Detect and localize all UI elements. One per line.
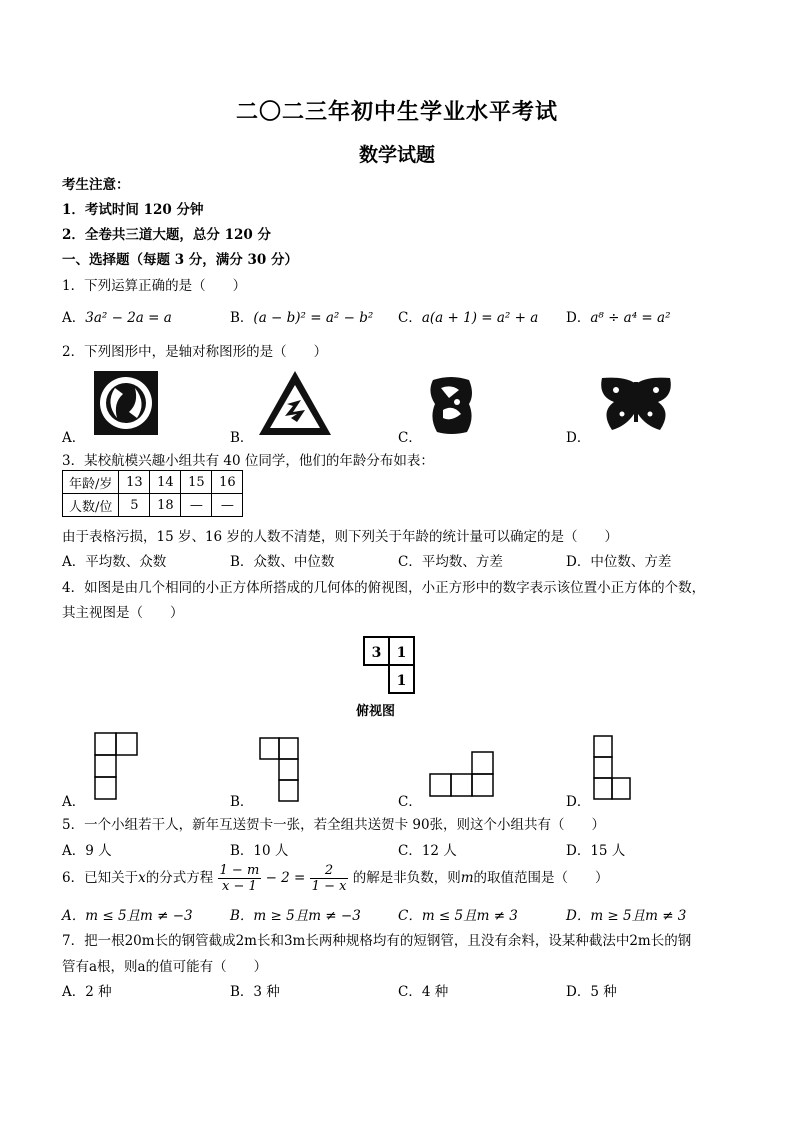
q7-stem-line1: 7．把一根20m长的钢管截成2m长和3m长两种规格均有的短钢管，且没有余料，设某种截法中2m长的钢 [62,933,692,949]
q2-figure-c [425,374,477,436]
exam-subtitle: 数学试题 [358,144,435,166]
table-cell: 年龄/岁 [63,471,119,494]
table-cell: 16 [212,471,243,494]
q6-var-x: x [138,870,146,886]
q4-figure-d [592,734,636,804]
q1-option-a [62,306,172,326]
q5-option-c: C．12 人 [398,843,457,859]
q2-d-spot-left-icon [613,387,619,393]
table-cell: 5 [119,494,150,517]
q2-stem: 2．下列图形中，是轴对称图形的是（ ） [62,344,328,360]
table-cell: 14 [150,471,181,494]
q2-d-label: D． [566,430,591,446]
q4-figure-c [428,750,498,800]
q1-c-expr: a(a + 1) = a² + a [421,310,539,326]
q6-option-b: B．m ≥ 5且m ≠ −3 [230,908,361,924]
table-row [63,471,243,494]
q6-stem-pre: 6．已知关于 [62,870,139,886]
q6-stem [62,862,609,894]
q5-option-a: A．9 人 [62,843,112,859]
q6-fraction-1 [218,863,262,894]
q6-fraction-2 [310,863,349,894]
q1-d-label: D． [566,310,591,326]
q6-frac1-den: x − 1 [222,879,257,894]
cube-face [95,777,116,799]
q3-option-a: A．平均数、众数 [62,554,167,570]
q1-a-label: A． [62,310,86,326]
q2-d-spot-left2-icon [620,412,625,417]
q6-stem-mid: 的分式方程 [145,870,214,886]
q3-note: 由于表格污损，15 岁、16 岁的人数不清楚，则下列关于年龄的统计量可以确定的是（ ） [62,529,618,545]
q5-option-b: B．10 人 [230,843,289,859]
q1-stem: 1．下列运算正确的是（ ） [62,278,247,294]
q1-a-expr: 3a² − 2a = a [85,310,172,326]
q4-top-view [360,634,440,696]
cube-face [472,752,493,774]
table-row [63,494,243,517]
cube-face [594,736,612,757]
q4-a-label: A． [62,794,86,810]
top-view-number: 3 [371,645,382,661]
q2-figure-a [93,370,159,436]
q1-d-expr: a⁸ ÷ a⁴ = a² [590,310,671,326]
q6-stem-post: 的解是非负数，则 [352,870,461,886]
table-cell: 18 [150,494,181,517]
q7-option-a: A．2 种 [62,984,112,1000]
q2-c-outline-icon [430,377,472,434]
q1-option-c [398,306,538,326]
q3-age-table [62,470,243,517]
q6-frac1-num: 1 − m [219,863,260,878]
q4-top-view-caption: 俯视图 [356,704,396,719]
cube-face [472,774,493,796]
q2-a-label: A． [62,430,86,446]
q1-b-expr: (a − b)² = a² − b² [253,310,374,326]
q4-c-label: C． [398,794,422,810]
q2-d-spot-right-icon [653,387,659,393]
q7-option-c: C．4 种 [398,984,449,1000]
section-heading: 一、选择题（每题 3 分，满分 30 分） [62,252,298,268]
q6-eq-mid: − 2 = [265,870,306,886]
top-view-number: 1 [396,673,407,689]
table-cell: 人数/位 [63,494,119,517]
cube-face [612,778,630,799]
q3-option-b: B．众数、中位数 [230,554,335,570]
q1-option-b [230,306,373,326]
q5-stem: 5．一个小组若干人，新年互送贺卡一张，若全组共送贺卡 90张，则这个小组共有（ ） [62,817,606,833]
table-cell: 13 [119,471,150,494]
q4-stem-line1: 4．如图是由几个相同的小正方体所搭成的几何体的俯视图，小正方形中的数字表示该位置小正方体的个数， [62,580,706,596]
q2-d-body-icon [634,382,638,422]
q6-stem-end: 的取值范围是（ ） [473,870,609,886]
q1-b-label: B． [230,310,254,326]
q6-var-m: m [460,870,474,886]
q1-option-d [566,306,671,326]
exam-title: 二〇二三年初中生学业水平考试 [235,99,558,125]
q4-figure-b [258,736,302,804]
notice-item-1: 1．考试时间 120 分钟 [62,202,204,218]
q4-d-label: D． [566,794,591,810]
top-view-number: 1 [396,645,407,661]
cube-face [116,733,137,755]
q3-stem: 3．某校航模兴趣小组共有 40 位同学，他们的年龄分布如表： [62,453,434,469]
q3-option-c: C．平均数、方差 [398,554,503,570]
cube-face [430,774,451,796]
q6-frac2-num: 2 [310,863,349,879]
q4-figure-a [92,731,140,803]
table-cell: — [212,494,243,517]
cube-face [95,755,116,777]
cube-face [279,759,298,780]
q7-option-b: B．3 种 [230,984,280,1000]
cube-face [260,738,279,759]
table-cell: — [181,494,212,517]
notice-heading: 考生注意： [62,177,130,193]
cube-face [95,733,116,755]
q6-option-d: D．m ≥ 5且m ≠ 3 [566,908,687,924]
table-cell: 15 [181,471,212,494]
cube-face [594,757,612,778]
q2-d-right-wing-icon [636,378,671,430]
cube-face [279,780,298,801]
q4-stem-line2: 其主视图是（ ） [62,605,184,621]
q1-c-label: C． [398,310,422,326]
q3-option-d: D．中位数、方差 [566,554,672,570]
cube-face [451,774,472,796]
q7-stem-line2: 管有a根，则a的值可能有（ ） [62,959,268,975]
notice-item-2: 2．全卷共三道大题，总分 120 分 [62,227,271,243]
q5-option-d: D．15 人 [566,843,626,859]
cube-face [279,738,298,759]
q7-option-d: D．5 种 [566,984,617,1000]
q2-b-label: B． [230,430,254,446]
q2-d-spot-right2-icon [648,412,653,417]
q2-c-dot-icon [454,399,460,405]
q2-figure-b [257,368,333,438]
q2-figure-d [596,374,676,436]
q6-option-a: A．m ≤ 5且m ≠ −3 [62,908,193,924]
q2-c-label: C． [398,430,422,446]
q2-d-left-wing-icon [601,378,636,430]
q6-frac2-den: 1 − x [311,879,347,894]
q6-option-c: C．m ≤ 5且m ≠ 3 [398,908,518,924]
q4-b-label: B． [230,794,254,810]
cube-face [594,778,612,799]
